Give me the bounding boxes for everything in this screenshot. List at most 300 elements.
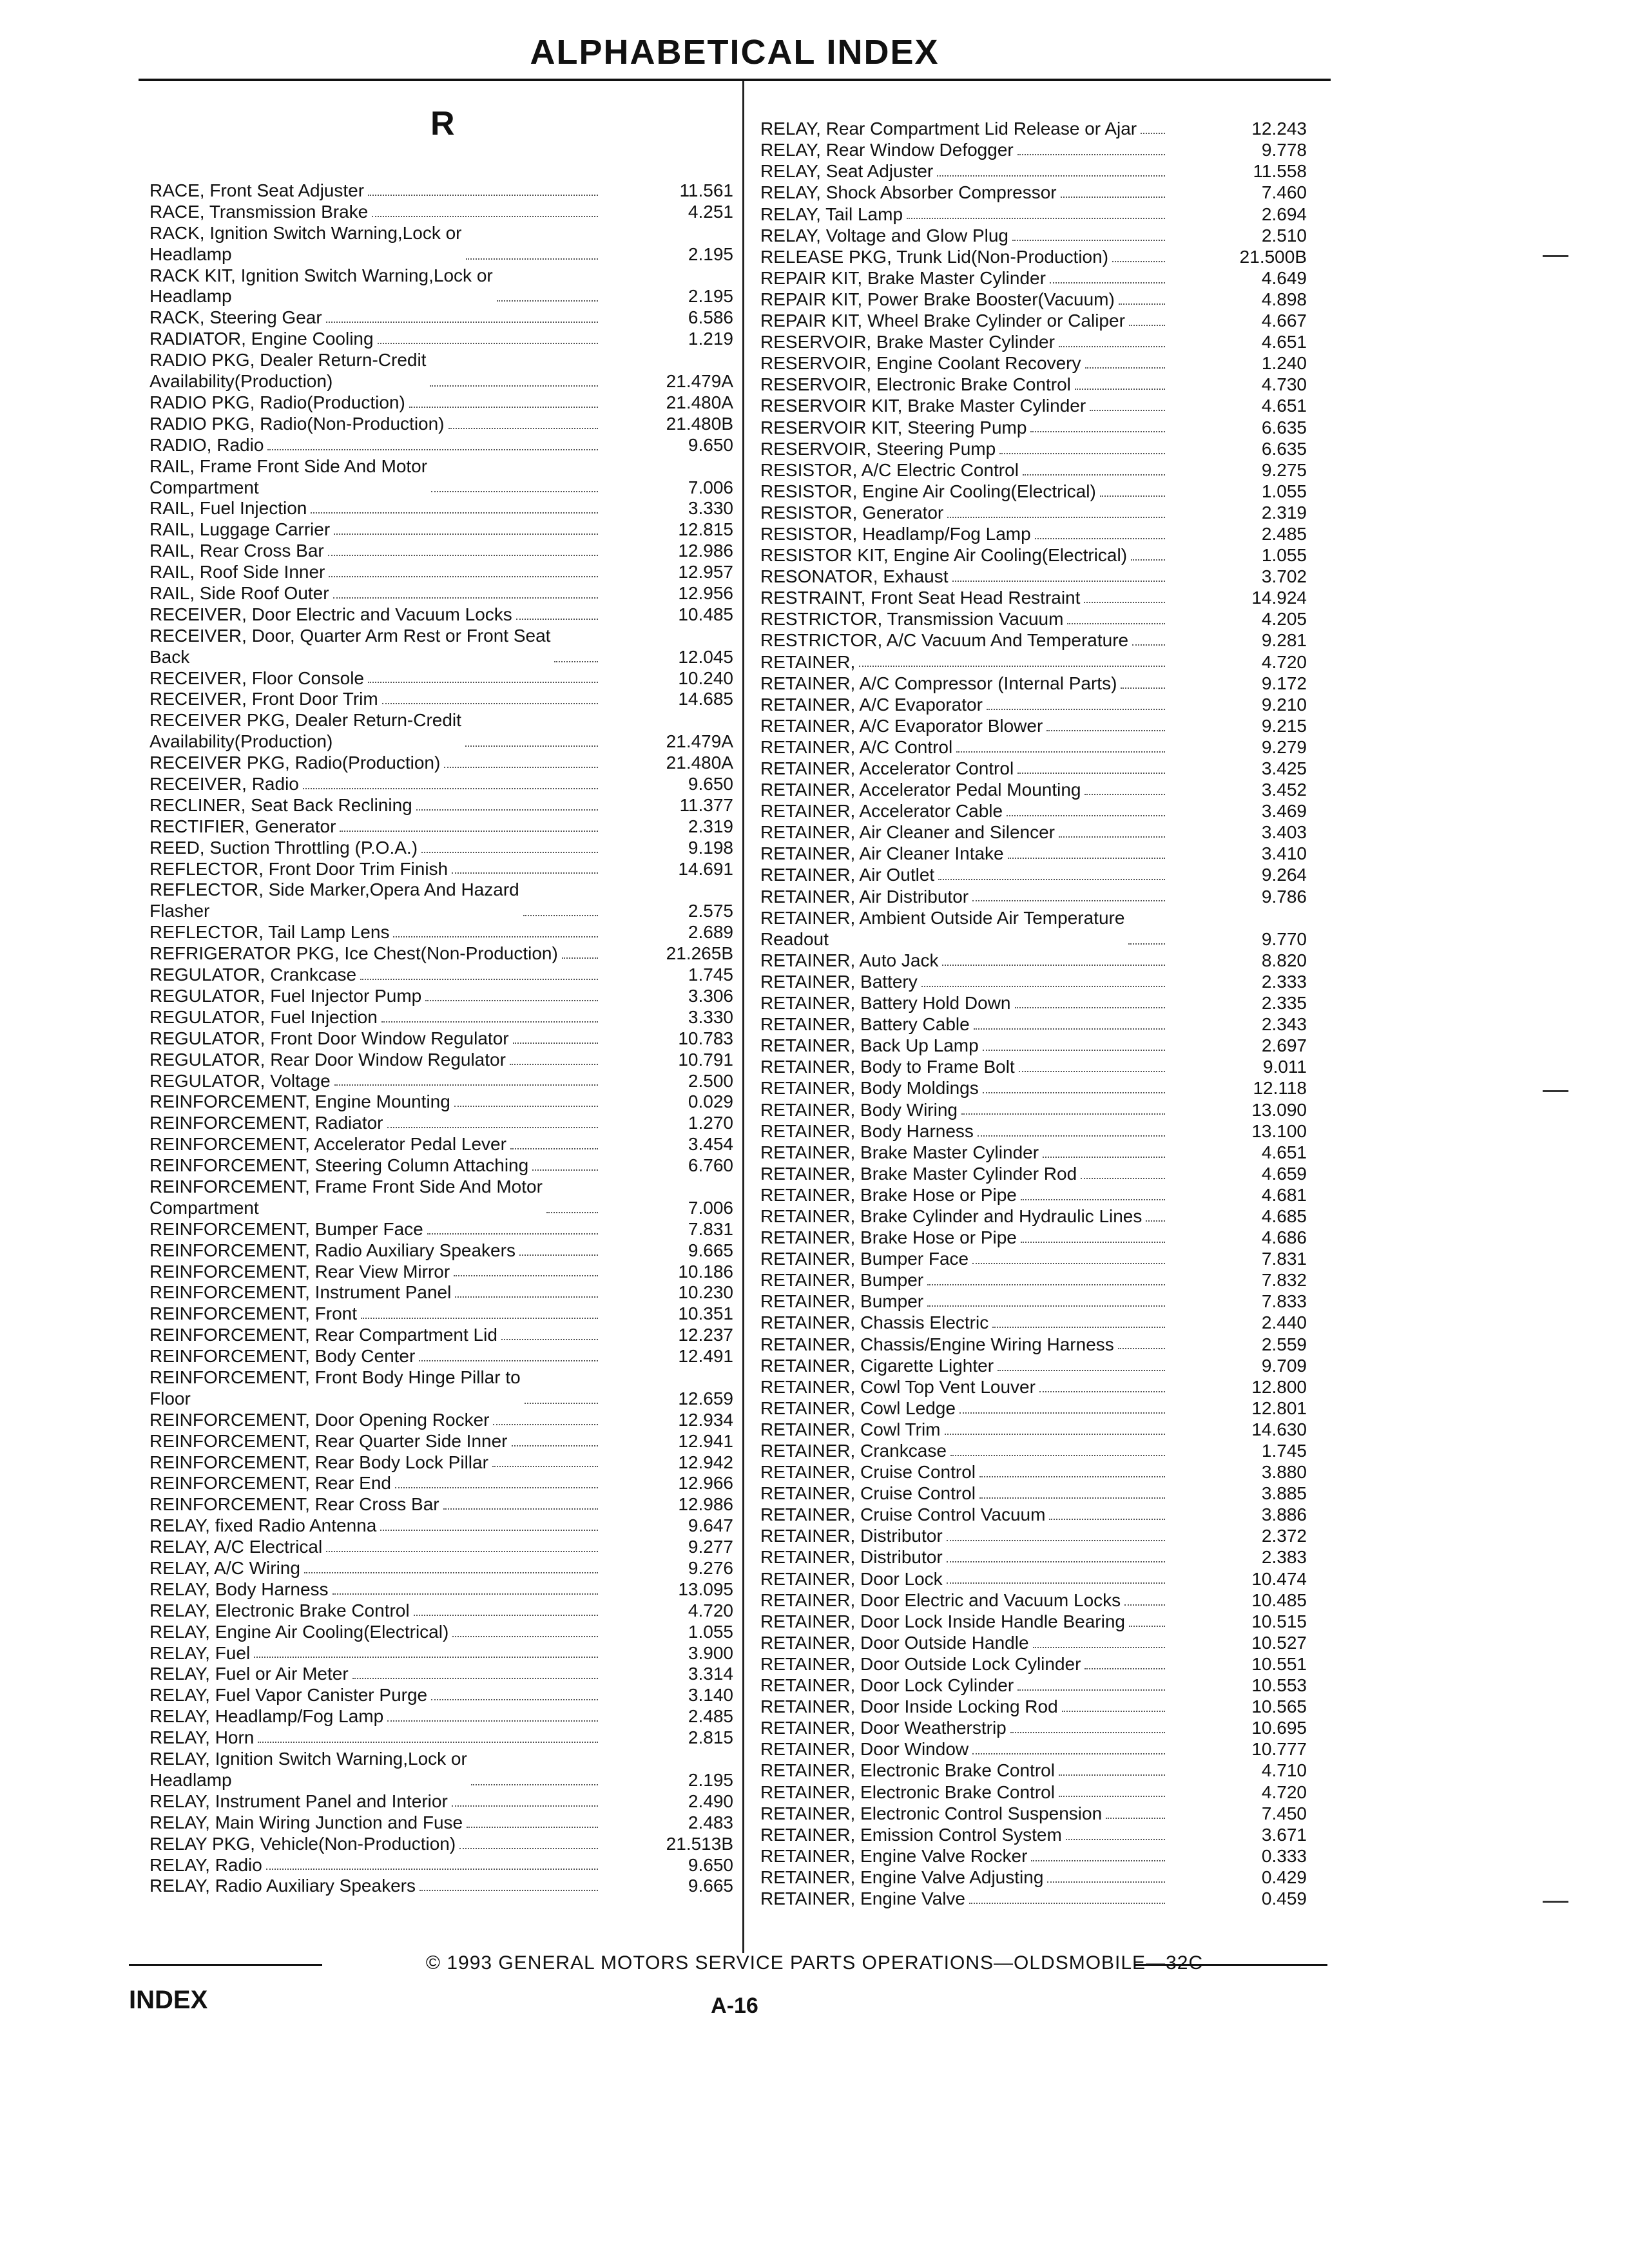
entry-reference-number: 12.800 [1251, 1376, 1307, 1397]
entry-description: RAIL, Fuel Injection [149, 498, 307, 519]
index-entry [760, 630, 1307, 651]
dot-leader [1043, 1157, 1165, 1158]
entry-description: REED, Suction Throttling (P.O.A.) [149, 837, 418, 858]
entry-reference-number: 2.335 [1261, 993, 1307, 1014]
index-entry [149, 414, 733, 435]
dot-leader [1007, 815, 1165, 816]
entry-reference-number: 3.425 [1261, 758, 1307, 778]
dot-leader [999, 453, 1165, 454]
index-entry [149, 583, 733, 604]
footer-section-label: INDEX [129, 1986, 208, 2014]
dot-leader [1081, 1178, 1165, 1179]
index-entry [760, 1888, 1307, 1910]
dot-leader [952, 581, 1166, 582]
index-entry [149, 1262, 733, 1283]
entry-reference-number: 2.383 [1261, 1547, 1307, 1568]
entry-reference-number: 9.198 [688, 837, 733, 858]
index-entry [760, 1590, 1307, 1611]
dot-leader [927, 1284, 1165, 1285]
dot-leader [972, 1263, 1165, 1264]
entry-description: REGULATOR, Front Door Window Regulator [149, 1028, 509, 1048]
index-entry [760, 907, 1307, 950]
entry-reference-number: 12.118 [1253, 1078, 1307, 1099]
index-entry [760, 588, 1307, 609]
right-index-column [760, 119, 1307, 1910]
entry-description: REPAIR KIT, Power Brake Booster(Vacuum) [760, 289, 1115, 309]
entry-description: RESTRICTOR, Transmission Vacuum [760, 609, 1064, 629]
entry-reference-number: 12.957 [678, 562, 733, 582]
title-rule [139, 79, 1331, 81]
entry-description: RESTRICTOR, A/C Vacuum And Temperature [760, 630, 1129, 651]
entry-reference-number: 3.314 [688, 1664, 733, 1684]
entry-reference-number: 6.586 [688, 307, 733, 328]
index-entry [149, 689, 733, 710]
entry-description: RETAINER, Body Harness [760, 1120, 974, 1141]
entry-reference-number: 7.006 [688, 477, 733, 497]
entry-reference-number: 9.778 [1261, 140, 1307, 160]
index-entry [760, 1334, 1307, 1355]
entry-reference-number: 8.820 [1261, 950, 1307, 970]
index-entry [149, 1155, 733, 1177]
entry-description: RELAY, Fuel Vapor Canister Purge [149, 1685, 428, 1706]
dot-leader [978, 1135, 1165, 1137]
dot-leader [427, 1233, 598, 1235]
index-entry [149, 838, 733, 859]
entry-reference-number: 2.559 [1261, 1334, 1307, 1354]
entry-description: RADIO PKG, Radio(Production) [149, 392, 405, 412]
index-entry [760, 545, 1307, 566]
index-entry [760, 1675, 1307, 1696]
index-entry [149, 1727, 733, 1749]
entry-reference-number: 12.956 [678, 582, 733, 603]
index-entry [149, 1050, 733, 1071]
index-entry [149, 519, 733, 541]
dot-leader [454, 1106, 598, 1107]
index-entry [149, 392, 733, 414]
dot-leader [1017, 773, 1165, 774]
entry-description: REINFORCEMENT, Steering Column Attaching [149, 1155, 529, 1176]
index-entry [760, 1760, 1307, 1782]
index-entry [760, 268, 1307, 289]
dot-leader [1124, 1604, 1165, 1606]
entry-reference-number: 0.029 [688, 1091, 733, 1112]
entry-description: RELAY PKG, Vehicle(Non-Production) [149, 1833, 456, 1854]
entry-description: RESERVOIR KIT, Brake Master Cylinder [760, 396, 1086, 416]
index-entry [149, 1664, 733, 1685]
entry-description: RESERVOIR, Brake Master Cylinder [760, 332, 1055, 352]
dot-leader [1059, 836, 1165, 838]
entry-description: REINFORCEMENT, Body Center [149, 1346, 416, 1367]
index-entry [149, 456, 733, 499]
dot-leader [1059, 1774, 1165, 1776]
entry-description: RELAY, Headlamp/Fog Lamp [149, 1706, 384, 1727]
dot-leader [1131, 559, 1165, 561]
entry-description: RESISTOR, Generator [760, 502, 944, 523]
entry-reference-number: 2.319 [688, 816, 733, 836]
entry-reference-number: 1.745 [1261, 1441, 1307, 1461]
entry-description: REINFORCEMENT, Rear Body Lock Pillar [149, 1452, 488, 1472]
index-entry [760, 1483, 1307, 1504]
entry-reference-number: 4.251 [688, 201, 733, 222]
dot-leader [1010, 1732, 1165, 1733]
dot-leader [368, 682, 598, 683]
index-entry [149, 1219, 733, 1240]
entry-reference-number: 9.650 [688, 434, 733, 455]
dot-leader [1100, 495, 1165, 497]
index-entry [760, 609, 1307, 630]
dot-leader [380, 1530, 598, 1531]
entry-reference-number: 2.195 [688, 1769, 733, 1790]
dot-leader [419, 1360, 598, 1361]
index-entry [149, 795, 733, 816]
entry-reference-number: 21.480A [666, 753, 733, 773]
index-entry [760, 716, 1307, 737]
index-entry [760, 1312, 1307, 1334]
entry-description: REINFORCEMENT, Door Opening Rocker [149, 1409, 490, 1430]
entry-description: RETAINER, Back Up Lamp [760, 1035, 979, 1056]
entry-description: RELAY, Body Harness [149, 1579, 329, 1599]
dot-leader [304, 1572, 598, 1573]
entry-description: REINFORCEMENT, Radio Auxiliary Speakers [149, 1240, 516, 1260]
index-entry [760, 1206, 1307, 1227]
entry-reference-number: 0.429 [1261, 1867, 1307, 1887]
entry-reference-number: 21.479A [666, 731, 733, 752]
entry-description: RADIO PKG, Radio(Non-Production) [149, 413, 445, 434]
index-entry [760, 1398, 1307, 1419]
dot-leader [419, 1890, 598, 1891]
index-entry [760, 524, 1307, 545]
index-entry [760, 1014, 1307, 1035]
index-entry [149, 1113, 733, 1134]
entry-description: RAIL, Side Roof Outer [149, 582, 329, 603]
index-entry [760, 1846, 1307, 1867]
dot-leader [1067, 623, 1165, 624]
entry-description: RETAINER, Accelerator Control [760, 758, 1014, 778]
dot-leader [452, 1805, 598, 1807]
entry-reference-number: 7.831 [688, 1218, 733, 1239]
entry-description: RETAINER, Cruise Control Vacuum [760, 1504, 1046, 1525]
dot-leader [471, 1784, 598, 1785]
entry-reference-number: 4.686 [1261, 1227, 1307, 1248]
entry-reference-number: 10.565 [1251, 1696, 1307, 1717]
entry-reference-number: 2.319 [1261, 502, 1307, 523]
index-entry [149, 1706, 733, 1727]
entry-description: RELAY, Tail Lamp [760, 204, 903, 224]
index-entry [760, 1291, 1307, 1312]
dot-leader [378, 343, 598, 344]
index-entry [760, 417, 1307, 438]
dot-leader [532, 1169, 598, 1171]
entry-reference-number: 9.210 [1261, 694, 1307, 715]
entry-reference-number: 12.243 [1251, 119, 1307, 139]
entry-reference-number: 9.172 [1261, 673, 1307, 693]
dot-leader [1066, 1839, 1165, 1840]
entry-reference-number: 13.100 [1251, 1120, 1307, 1141]
dot-leader [513, 1043, 598, 1044]
entry-reference-number: 2.372 [1261, 1526, 1307, 1546]
entry-reference-number: 3.306 [688, 985, 733, 1006]
dot-leader [387, 1720, 598, 1722]
entry-description: RETAINER, Body Moldings [760, 1078, 979, 1099]
dot-leader [1039, 1391, 1165, 1392]
entry-description: RETAINER, Auto Jack [760, 950, 939, 970]
dot-leader [326, 1551, 598, 1552]
entry-reference-number: 12.815 [678, 519, 733, 540]
entry-description: RETAINER, Air Distributor [760, 886, 969, 907]
index-entry [760, 1696, 1307, 1718]
entry-reference-number: 4.720 [1261, 1782, 1307, 1802]
entry-reference-number: 3.140 [688, 1685, 733, 1706]
entry-reference-number: 12.659 [678, 1388, 733, 1408]
entry-description: RETAINER, Air Cleaner and Silencer [760, 822, 1055, 843]
entry-reference-number: 3.410 [1261, 843, 1307, 864]
entry-description: RECEIVER PKG, Radio(Production) [149, 753, 441, 773]
entry-reference-number: 9.276 [688, 1558, 733, 1579]
entry-reference-number: 14.924 [1251, 588, 1307, 608]
entry-description: REGULATOR, Voltage [149, 1070, 331, 1091]
dot-leader [382, 703, 598, 704]
index-entry [149, 1855, 733, 1876]
index-entry [149, 1007, 733, 1028]
entry-reference-number: 10.777 [1251, 1739, 1307, 1760]
index-entry [149, 223, 733, 265]
dot-leader [1132, 644, 1165, 646]
dot-leader [333, 597, 598, 599]
entry-description: RELAY, Rear Compartment Lid Release or Ajar [760, 119, 1137, 139]
dot-leader [393, 936, 598, 937]
index-entry [760, 1803, 1307, 1824]
dot-leader [452, 872, 598, 874]
entry-description: RETAINER, Battery [760, 971, 918, 992]
index-entry [760, 1185, 1307, 1206]
index-entry [149, 1791, 733, 1812]
dot-leader [1106, 1818, 1165, 1819]
dot-leader [1119, 303, 1165, 305]
dot-leader [1046, 730, 1165, 731]
entry-reference-number: 9.281 [1261, 630, 1307, 651]
index-entry [760, 503, 1307, 524]
dot-leader [328, 555, 598, 556]
dot-leader [395, 1487, 598, 1488]
entry-description: RETAINER, Door Outside Lock Cylinder [760, 1653, 1081, 1674]
entry-description: RETAINER, A/C Control [760, 736, 953, 757]
entry-reference-number: 4.659 [1261, 1163, 1307, 1184]
dot-leader [329, 576, 598, 577]
dot-leader [1112, 261, 1165, 262]
entry-description: REFLECTOR, Tail Lamp Lens [149, 922, 390, 943]
left-index-column [149, 180, 733, 1897]
entry-description: RETAINER, Door Lock [760, 1568, 943, 1589]
entry-description: RESISTOR, A/C Electric Control [760, 459, 1019, 480]
index-entry [760, 225, 1307, 246]
entry-reference-number: 2.689 [688, 922, 733, 943]
dot-leader [937, 175, 1165, 177]
entry-description: RETAINER, Air Outlet [760, 865, 935, 885]
dot-leader [333, 1593, 598, 1595]
margin-mark [1543, 1901, 1568, 1903]
entry-reference-number: 4.730 [1261, 374, 1307, 395]
index-entry [760, 1867, 1307, 1888]
entry-description: REINFORCEMENT, Frame Front Side And Motor Compartment [149, 1176, 543, 1218]
entry-description: RETAINER, Engine Valve Adjusting [760, 1867, 1044, 1887]
entry-reference-number: 11.377 [679, 794, 733, 815]
margin-mark [1543, 255, 1568, 257]
index-entry [149, 922, 733, 943]
index-entry [760, 1547, 1307, 1568]
entry-description: RELAY, Fuel [149, 1642, 251, 1663]
entry-description: RECEIVER, Door, Quarter Arm Rest or Front Seat Back [149, 625, 551, 667]
dot-leader [501, 1339, 598, 1340]
index-entry [149, 626, 733, 668]
dot-leader [983, 1092, 1165, 1093]
entry-reference-number: 2.485 [1261, 523, 1307, 544]
entry-description: RETAINER, A/C Evaporator Blower [760, 715, 1043, 736]
entry-description: RECEIVER PKG, Dealer Return-Credit Availability(Production) [149, 710, 461, 752]
entry-reference-number: 3.885 [1261, 1483, 1307, 1504]
entry-reference-number: 2.694 [1261, 204, 1307, 224]
entry-reference-number: 3.330 [688, 1006, 733, 1027]
entry-reference-number: 9.709 [1261, 1355, 1307, 1376]
dot-leader [1049, 1519, 1165, 1520]
entry-reference-number: 4.651 [1261, 332, 1307, 352]
dot-leader [546, 1212, 598, 1213]
dot-leader [562, 957, 598, 959]
index-entry [149, 1600, 733, 1622]
index-entry [149, 1028, 733, 1050]
index-entry [149, 753, 733, 774]
dot-leader [414, 1615, 598, 1616]
index-entry [149, 1431, 733, 1452]
index-entry [149, 1071, 733, 1092]
index-entry [760, 801, 1307, 822]
entry-reference-number: 2.485 [688, 1706, 733, 1727]
dot-leader [942, 965, 1165, 966]
index-entry [149, 816, 733, 838]
index-entry [760, 1739, 1307, 1760]
entry-reference-number: 7.450 [1261, 1803, 1307, 1823]
entry-reference-number: 7.832 [1261, 1270, 1307, 1291]
dot-leader [959, 1412, 1165, 1414]
entry-description: RELAY, Rear Window Defogger [760, 140, 1014, 160]
entry-description: RETAINER, Distributor [760, 1547, 943, 1568]
entry-description: RETAINER, Crankcase [760, 1441, 947, 1461]
index-entry [760, 1035, 1307, 1057]
index-entry [760, 1611, 1307, 1633]
index-entry [760, 332, 1307, 353]
entry-description: RESISTOR, Engine Air Cooling(Electrical) [760, 481, 1096, 501]
entry-reference-number: 12.966 [678, 1473, 733, 1494]
entry-reference-number: 9.011 [1263, 1057, 1307, 1077]
entry-reference-number: 2.333 [1261, 971, 1307, 992]
entry-reference-number: 4.720 [688, 1600, 733, 1620]
index-entry [760, 1120, 1307, 1142]
entry-description: REINFORCEMENT, Bumper Face [149, 1218, 423, 1239]
entry-description: RECTIFIER, Generator [149, 816, 336, 836]
dot-leader [1141, 133, 1165, 134]
index-entry [149, 710, 733, 753]
entry-description: REPAIR KIT, Brake Master Cylinder [760, 267, 1046, 288]
entry-description: RESISTOR, Headlamp/Fog Lamp [760, 523, 1031, 544]
index-entry [149, 265, 733, 308]
index-entry [149, 350, 733, 392]
index-entry [760, 1249, 1307, 1270]
index-entry [760, 1782, 1307, 1803]
entry-description: RETAINER, Ambient Outside Air Temperature Readout [760, 907, 1125, 949]
entry-description: RESERVOIR, Engine Coolant Recovery [760, 353, 1081, 374]
entry-reference-number: 9.279 [1261, 736, 1307, 757]
dot-leader [950, 1455, 1165, 1456]
entry-description: RETAINER, Distributor [760, 1526, 943, 1546]
entry-reference-number: 2.440 [1261, 1312, 1307, 1333]
entry-reference-number: 6.635 [1261, 417, 1307, 437]
entry-description: RETAINER, Electronic Brake Control [760, 1782, 1055, 1802]
entry-reference-number: 10.240 [678, 668, 733, 688]
entry-reference-number: 10.485 [1251, 1590, 1307, 1610]
dot-leader [516, 619, 598, 620]
index-entry [760, 972, 1307, 993]
dot-leader [416, 809, 598, 811]
dot-leader [492, 1466, 598, 1467]
entry-description: RAIL, Roof Side Inner [149, 562, 325, 582]
entry-reference-number: 12.934 [678, 1409, 733, 1430]
index-entry [760, 1057, 1307, 1078]
entry-description: RELAY, Voltage and Glow Plug [760, 225, 1008, 245]
index-entry [760, 673, 1307, 694]
entry-description: RESISTOR KIT, Engine Air Cooling(Electrical) [760, 545, 1128, 566]
entry-reference-number: 10.230 [678, 1282, 733, 1303]
entry-description: RETAINER, Brake Cylinder and Hydraulic Lines [760, 1206, 1142, 1226]
index-entry [760, 204, 1307, 225]
dot-leader [512, 1445, 599, 1446]
entry-reference-number: 1.745 [688, 965, 733, 985]
entry-reference-number: 10.551 [1251, 1653, 1307, 1674]
dot-leader [1084, 794, 1165, 795]
entry-reference-number: 10.791 [678, 1049, 733, 1070]
entry-description: REINFORCEMENT, Rear End [149, 1473, 391, 1494]
entry-description: RELAY, Shock Absorber Compressor [760, 182, 1057, 203]
dot-leader [1146, 1220, 1165, 1222]
dot-leader [430, 385, 598, 387]
entry-description: RELAY, Engine Air Cooling(Electrical) [149, 1621, 449, 1642]
index-entry [149, 604, 733, 626]
index-entry [760, 1377, 1307, 1398]
entry-description: REINFORCEMENT, Radiator [149, 1113, 383, 1133]
entry-reference-number: 10.351 [678, 1303, 733, 1324]
entry-description: RELAY, A/C Wiring [149, 1558, 300, 1579]
entry-reference-number: 9.665 [688, 1876, 733, 1896]
dot-leader [998, 1370, 1165, 1371]
dot-leader [525, 1403, 598, 1404]
index-entry [149, 943, 733, 965]
entry-reference-number: 10.485 [678, 604, 733, 624]
entry-description: RELAY, Horn [149, 1727, 255, 1748]
dot-leader [340, 831, 598, 832]
entry-reference-number: 2.500 [688, 1070, 733, 1091]
index-entry [760, 865, 1307, 886]
dot-leader [510, 1064, 598, 1065]
entry-reference-number: 2.195 [688, 244, 733, 264]
index-entry [149, 1749, 733, 1791]
entry-description: RECEIVER, Front Door Trim [149, 689, 378, 709]
index-entry [149, 498, 733, 519]
dot-leader [467, 1827, 598, 1828]
entry-reference-number: 14.630 [1251, 1419, 1307, 1439]
index-entry [760, 247, 1307, 268]
entry-reference-number: 7.833 [1261, 1291, 1307, 1312]
index-entry [760, 1099, 1307, 1120]
entry-description: RETAINER, Brake Hose or Pipe [760, 1227, 1017, 1248]
entry-description: RETAINER, Air Cleaner Intake [760, 843, 1004, 864]
